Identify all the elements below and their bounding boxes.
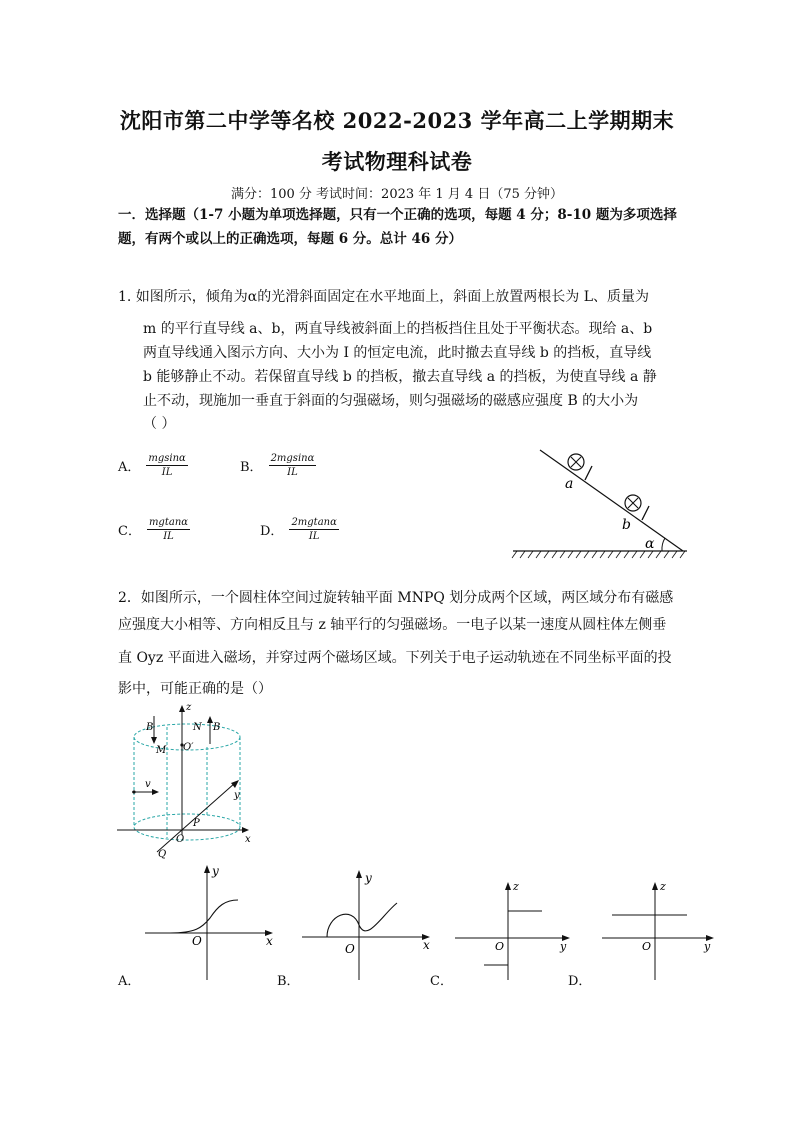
label-a: a <box>565 476 574 492</box>
label-alpha: α <box>645 536 655 552</box>
incline-surface <box>540 450 683 551</box>
label-M: M <box>156 745 167 756</box>
trajectory-curve <box>170 900 238 933</box>
label-b: b <box>622 517 631 533</box>
q2-option-c[interactable]: C． <box>430 974 453 989</box>
ground-hatch <box>512 551 685 558</box>
v-axis-label: y <box>365 871 372 885</box>
label-z: z <box>186 702 192 713</box>
h-axis-label: x <box>266 934 273 948</box>
h-axis-label: y <box>704 940 711 953</box>
origin-label: O <box>345 942 355 956</box>
denominator: IL <box>163 531 174 542</box>
fraction <box>147 516 190 543</box>
fraction <box>146 452 187 479</box>
label-Oprime: O′ <box>183 742 194 753</box>
numerator: 2mgsinα <box>270 453 315 464</box>
q1-line3: 两直导线通入图示方向、大小为 I 的恒定电流，此时撤去直导线 b 的挡板，直导线 <box>143 345 652 361</box>
denominator: IL <box>308 531 320 542</box>
q1-line6: （ ） <box>143 416 176 432</box>
label-O: O <box>176 834 185 845</box>
q2-graph-b[interactable] <box>297 865 437 985</box>
q2-option-d[interactable]: D． <box>568 974 592 989</box>
label-B2: B <box>213 722 221 733</box>
q2-line3: 直 Oyz 平面进入磁场，并穿过两个磁场区域。下列关于电子运动轨迹在不同坐标平面的投 <box>118 650 672 666</box>
q2-line2: 应强度大小相等、方向相反且与 z 轴平行的匀强磁场。一电子以某一速度从圆柱体左侧垂 <box>118 617 667 633</box>
electron-dot <box>132 790 135 793</box>
label-N: N <box>193 722 202 733</box>
h-axis-label: y <box>560 940 567 953</box>
stopper-a <box>585 466 592 480</box>
q2-graph-c[interactable] <box>450 875 580 985</box>
label-Q: Q <box>158 849 167 860</box>
q2-option-b[interactable]: B． <box>277 974 300 989</box>
v-axis-label: z <box>660 880 666 893</box>
label-y: y <box>234 790 240 801</box>
h-axis-label: x <box>423 938 430 952</box>
q2-cylinder-figure <box>112 700 262 860</box>
q1-option-b[interactable] <box>240 452 316 479</box>
v-axis-label: y <box>212 864 219 878</box>
denominator: IL <box>161 467 173 478</box>
q2-option-a[interactable]: A． <box>118 974 141 989</box>
option-label: B． <box>240 460 263 475</box>
origin-label: O <box>495 940 505 953</box>
exam-title-line1: 沈阳市第二中学等名校 2022-2023 学年高二上学期期末 <box>119 108 675 133</box>
q1-incline-figure <box>505 440 695 565</box>
section-heading-line2: 题，有两个或以上的正确选项，每题 6 分。总计 46 分） <box>118 231 462 247</box>
origin-label: O <box>642 940 652 953</box>
q2-graph-d[interactable] <box>597 875 727 985</box>
section-heading-line1: 一．选择题（1-7 小题为单项选择题，只有一个正确的选项，每题 4 分；8-10 题为多项选择 <box>118 207 677 223</box>
numerator: mgtanα <box>148 517 189 528</box>
q1-line5: 止不动，现施加一垂直于斜面的匀强磁场，则匀强磁场的磁感应强度 B 的大小为 <box>143 393 639 409</box>
label-P: P <box>193 818 200 829</box>
option-label: A． <box>118 460 141 475</box>
q2-line1: 2．如图所示，一个圆柱体空间过旋转轴平面 MNPQ 划分成两个区域，两区域分布有磁感 <box>118 590 674 606</box>
q2-line4: 影中，可能正确的是（） <box>118 681 272 697</box>
option-label: C． <box>118 524 141 539</box>
numerator: mgsinα <box>148 453 186 464</box>
q1-option-d[interactable] <box>260 516 339 543</box>
origin-label: O <box>192 934 202 948</box>
alpha-arc <box>662 538 665 551</box>
stopper-b <box>642 506 649 520</box>
v-axis-label: z <box>513 880 519 893</box>
denominator: IL <box>287 467 298 478</box>
option-label: D． <box>260 524 284 539</box>
q1-option-a[interactable] <box>118 452 188 479</box>
q1-line1: 1. 如图所示，倾角为α的光滑斜面固定在水平地面上，斜面上放置两根长为 L、质量为 <box>118 289 650 305</box>
numerator: 2mgtanα <box>291 517 337 528</box>
fraction <box>289 516 338 543</box>
q1-line2: m 的平行直导线 a、b，两直导线被斜面上的挡板挡住且处于平衡状态。现给 a、b <box>143 321 653 337</box>
label-x: x <box>245 834 251 845</box>
q1-line4: b 能够静止不动。若保留直导线 b 的挡板，撤去直导线 a 的挡板，为使直导线 a 静 <box>143 369 657 385</box>
label-B1: B <box>146 722 154 733</box>
trajectory-curve <box>327 903 397 937</box>
fraction <box>269 452 317 479</box>
exam-meta: 满分：100 分 考试时间：2023 年 1 月 4 日（75 分钟） <box>230 187 564 202</box>
q2-graph-a[interactable] <box>140 860 280 985</box>
label-v: v <box>145 779 151 790</box>
q1-option-c[interactable] <box>118 516 190 543</box>
exam-title-line2: 考试物理科试卷 <box>321 149 473 174</box>
